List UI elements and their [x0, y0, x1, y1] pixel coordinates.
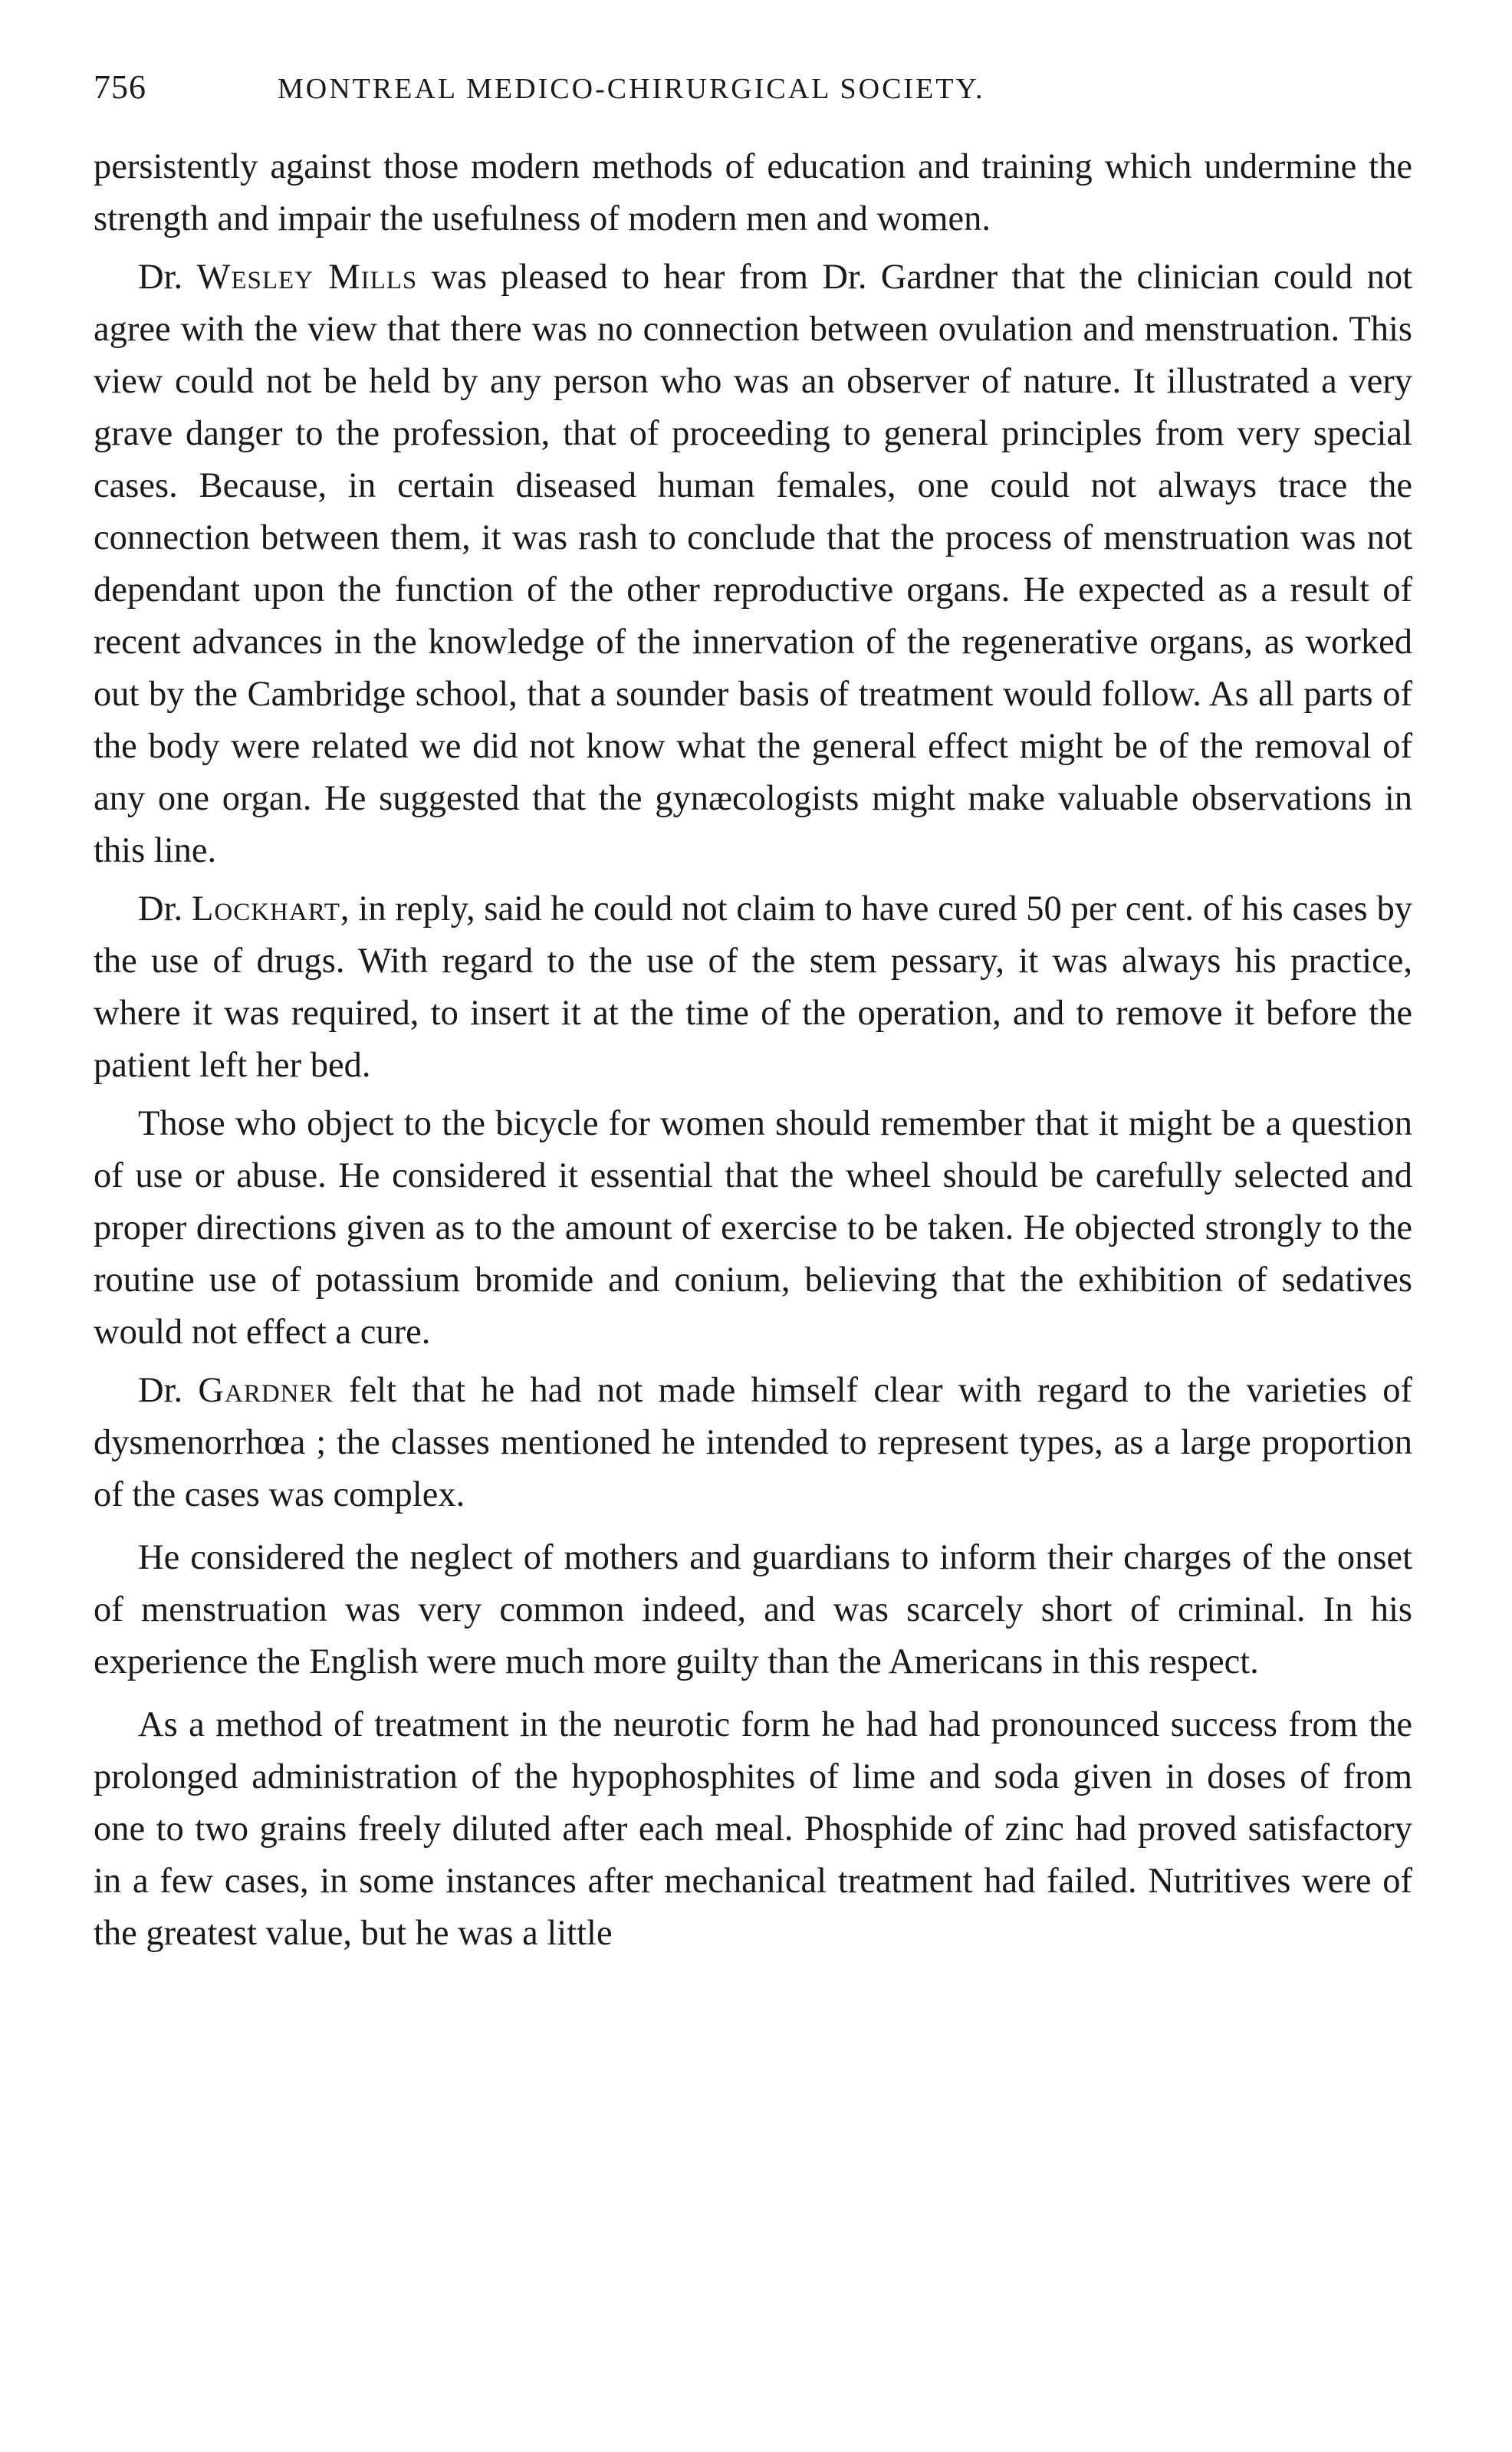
paragraph-wesley-mills [94, 251, 1412, 877]
paragraph-gardner [94, 1365, 1412, 1521]
document-page [94, 67, 1412, 1966]
speaker-title: Dr. [138, 889, 192, 929]
paragraph-text: , in reply, said he could not claim to have cured 50 per cent. of his cases by the use of drugs. With regard to the use of the stem pessary, it was always his practice, where it was required, to insert it at the time of the operation, and to remove it before the patient left her bed. [94, 889, 1412, 1085]
paragraph-bicycle [94, 1098, 1412, 1359]
speaker-name: Gardner [198, 1371, 334, 1410]
paragraph-neglect [94, 1532, 1412, 1688]
speaker-title: Dr. [138, 1371, 199, 1410]
page-number: 756 [94, 68, 146, 106]
running-header [94, 67, 1412, 113]
journal-title: MONTREAL MEDICO-CHIRURGICAL SOCIETY. [278, 73, 985, 105]
speaker-name: Lockhart [191, 889, 340, 929]
paragraph-text: Those who object to the bicycle for women should remember that it might be a question of use or abuse. He considered it essential that the wheel should be carefully selected and proper directions given as to the amount of exercise to be taken. He objected strongly to the routine use of potassium bromide and conium, believing that the exhibition of sedatives would not effect a cure. [94, 1104, 1412, 1352]
paragraph-text: persistently against those modern methods of education and training which undermine the strength and impair the usefulness of modern men and women. [94, 147, 1412, 238]
paragraph-text: was pleased to hear from Dr. Gardner that the clinician could not agree with the view that there was no connection between ovulation and menstruation. This view could not be held by any person who was an observer of nature. It illustrated a very grave danger to the profession, that of proceeding to general principles from very special cases. Because, in certain diseased human females, one could not always trace the connection between them, it was rash to conclude that the process of menstruation was not dependant upon the function of the other reproductive organs. He expected as a result of recent advances in the knowledge of the innervation of the regenerative organs, as worked out by the Cambridge school, that a sounder basis of treatment would follow. As all parts of the body were related we did not know what the general effect might be of the removal of any one organ. He suggested that the gynæcologists might make valuable observations in this line. [94, 258, 1413, 870]
paragraph-text: felt that he had not made himself clear with regard to the varieties of dysmenorrhœa ; the classes mentioned he intended to represent types, as a large proportion of the cases was complex. [94, 1371, 1413, 1514]
paragraph-text: As a method of treatment in the neurotic form he had had pronounced success from the prolonged administration of the hypophosphites of lime and soda given in doses of from one to two grains freely diluted after each meal. Phosphide of zinc had proved satisfactory in a few cases, in some instances after mechanical treatment had failed. Nutritives were of the greatest value, but he was a little [94, 1705, 1412, 1953]
paragraph-treatment [94, 1699, 1412, 1960]
speaker-title: Dr. [138, 258, 197, 297]
paragraph-continuation [94, 141, 1412, 245]
paragraph-text: He considered the neglect of mothers and guardians to inform their charges of the onset of menstruation was very common indeed, and was scarcely short of criminal. In his experience the English were much more guilty than the Americans in this respect. [94, 1538, 1412, 1681]
paragraph-lockhart [94, 883, 1412, 1092]
speaker-name: Wesley Mills [196, 258, 418, 297]
